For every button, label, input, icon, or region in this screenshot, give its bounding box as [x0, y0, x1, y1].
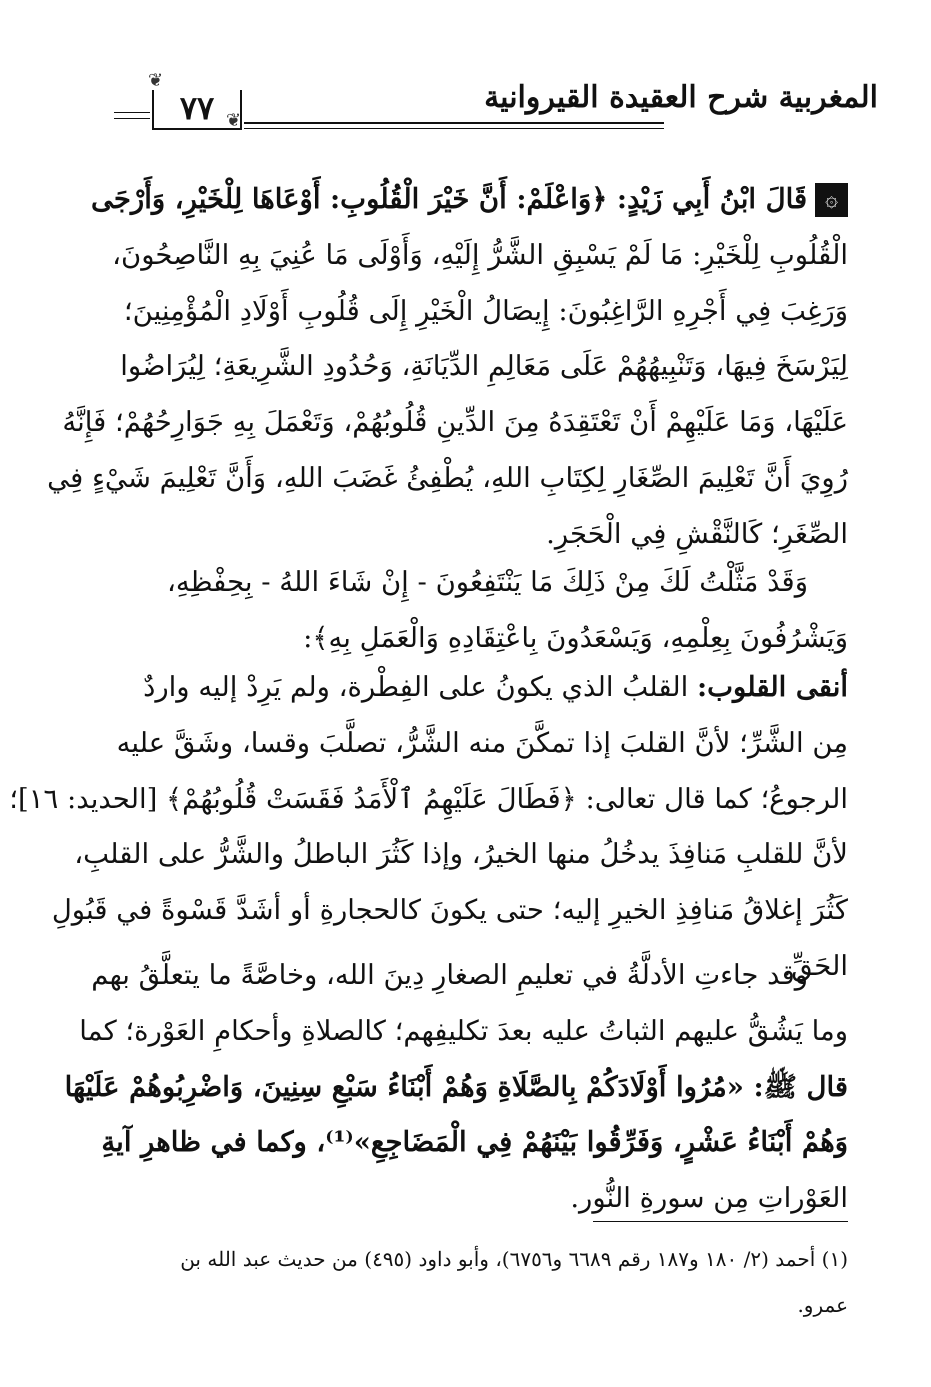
text-line-content: قَالَ ابْنُ أَبِي زَيْدٍ: ﴿وَاعْلَمْ: أَنَّ خَيْرَ الْقُلُوبِ: أَوْعَاهَا لِلْخَيْرِ، وَأَرْجَى — [91, 183, 808, 215]
left-rule-bottom — [114, 118, 150, 119]
text-line: الرجوعُ؛ كما قال تعالى: ﴿فَطَالَ عَلَيْهِمُ ٱلْأَمَدُ فَقَسَتْ قُلُوبُهُمْ﴾ [الحديد: ١٦]؛ — [9, 782, 848, 815]
running-title: المغربية شرح العقيدة القيروانية — [484, 80, 878, 115]
text-line: وَهُمْ أَبْنَاءُ عَشْرٍ، وَفَرِّقُوا بَيْنَهُمْ فِي الْمَضَاجِعِ»⁽¹⁾، وكما في ظاهرِ آيةِ — [101, 1126, 848, 1159]
flourish-ornament-icon: ❦ — [148, 70, 164, 91]
text-line: رُوِيَ أَنَّ تَعْلِيمَ الصِّغَارِ لِكِتَابِ اللهِ، يُطْفِئُ غَضَبَ اللهِ، وَأَنَّ تَعْلِيمَ شَيْءٍ فِي — [47, 461, 848, 494]
header-rule-top — [244, 122, 664, 124]
footnote-line: عمرو. — [797, 1293, 848, 1317]
footnote-divider — [593, 1221, 848, 1222]
paragraph-author-quote — [47, 172, 848, 563]
text-line: كَثُرَ إغلاقُ مَنافِذِ الخيرِ إليه؛ حتى يكونَ كالحجارةِ أو أشَدَّ قَسْوةً في قَبُولِ — [51, 894, 848, 927]
text-line: لأنَّ للقلبِ مَنافِذَ يدخُلُ منها الخيرُ، وإذا كَثُرَ الباطلُ والشَّرُّ على القلبِ، — [74, 838, 848, 871]
paragraph-purest-hearts — [9, 660, 848, 995]
paragraph-heading: أنقى القلوب: — [697, 671, 848, 703]
text-line: العَوْراتِ مِن سورةِ النُّور. — [570, 1182, 848, 1215]
page-header — [108, 72, 878, 142]
text-line: وقد جاءتِ الأدلَّةُ في تعليمِ الصغارِ دِينَ الله، وخاصَّةً ما يتعلَّقُ بهم — [91, 959, 808, 991]
left-rule-top — [114, 112, 150, 113]
text-line: وَقَدْ مَثَّلْتُ لَكَ مِنْ ذَلِكَ مَا يَنْتَفِعُونَ - إِنْ شَاءَ اللهُ - بِحِفْظِهِ، — [167, 566, 808, 598]
paragraph-evidence — [64, 948, 848, 1227]
page-number: ٧٧ — [179, 89, 215, 127]
text-line: الحَقِّ. — [782, 949, 848, 982]
flourish-ornament-icon: ❦ — [226, 110, 242, 131]
text-line: عَلَيْهَا، وَمَا عَلَيْهِمْ أَنْ تَعْتَقِدَهُ مِنَ الدِّينِ قُلُوبُهُمْ، وَتَعْمَلَ بِهِ جَوَارِحُهُمْ؛ فَإِنَّهُ — [62, 406, 848, 439]
text-line: الصِّغَرِ؛ كَالنَّقْشِ فِي الْحَجَرِ. — [546, 517, 848, 550]
text-line: قال ﷺ: «مُرُوا أَوْلَادَكُمْ بِالصَّلَاةِ وَهُمْ أَبْنَاءُ سَبْعِ سِنِينَ، وَاضْرِبُوهُمْ عَلَيْهَا — [64, 1070, 848, 1103]
footnote — [100, 1236, 848, 1328]
footnote-line: (١) أحمد (٢/ ١٨٠ و١٨٧ رقم ٦٦٨٩ و٦٧٥٦)، وأبو داود (٤٩٥) من حديث عبد الله بن — [180, 1247, 848, 1271]
text-line: وما يَشُقُّ عليهم الثباتُ عليه بعدَ تكليفِهم؛ كالصلاةِ وأحكامِ العَوْرة؛ كما — [79, 1014, 848, 1047]
text-line: وَرَغِبَ فِي أَجْرِهِ الرَّاغِبُونَ: إِيصَالُ الْخَيْرِ إِلَى قُلُوبِ أَوْلَادِ الْمُؤْمِنِينَ؛ — [123, 294, 848, 327]
text-line-content: القلبُ الذي يكونُ على الفِطْرة، ولم يَرِدْ إليه واردٌ — [143, 671, 689, 703]
text-line — [110, 660, 848, 716]
text-line: لِيَرْسَخَ فِيهَا، وَتَنْبِيهُهُمْ عَلَى مَعَالِمِ الدِّيَانَةِ، وَحُدُودِ الشَّرِيعَةِ؛ لِيُرَاضُوا — [120, 350, 848, 383]
text-line: مِن الشَّرِّ؛ لأنَّ القلبَ إذا تمكَّنَ منه الشَّرُّ، تصلَّبَ وقسا، وشَقَّ عليه — [116, 726, 848, 759]
text-line: وَيَشْرُفُونَ بِعِلْمِهِ، وَيَسْعَدُونَ بِاعْتِقَادِهِ وَالْعَمَلِ بِهِ﴾: — [303, 621, 848, 654]
text-line: الْقُلُوبِ لِلْخَيْرِ: مَا لَمْ يَسْبِقِ الشَّرُّ إِلَيْهِ، وَأَوْلَى مَا عُنِيَ بِهِ النَّاصِحُونَ، — [112, 238, 848, 271]
section-marker-icon: ۞ — [815, 183, 848, 217]
header-rule-bottom — [244, 128, 664, 129]
page-number-frame — [152, 90, 242, 130]
text-line — [91, 172, 848, 228]
paragraph-continuation — [110, 555, 848, 667]
